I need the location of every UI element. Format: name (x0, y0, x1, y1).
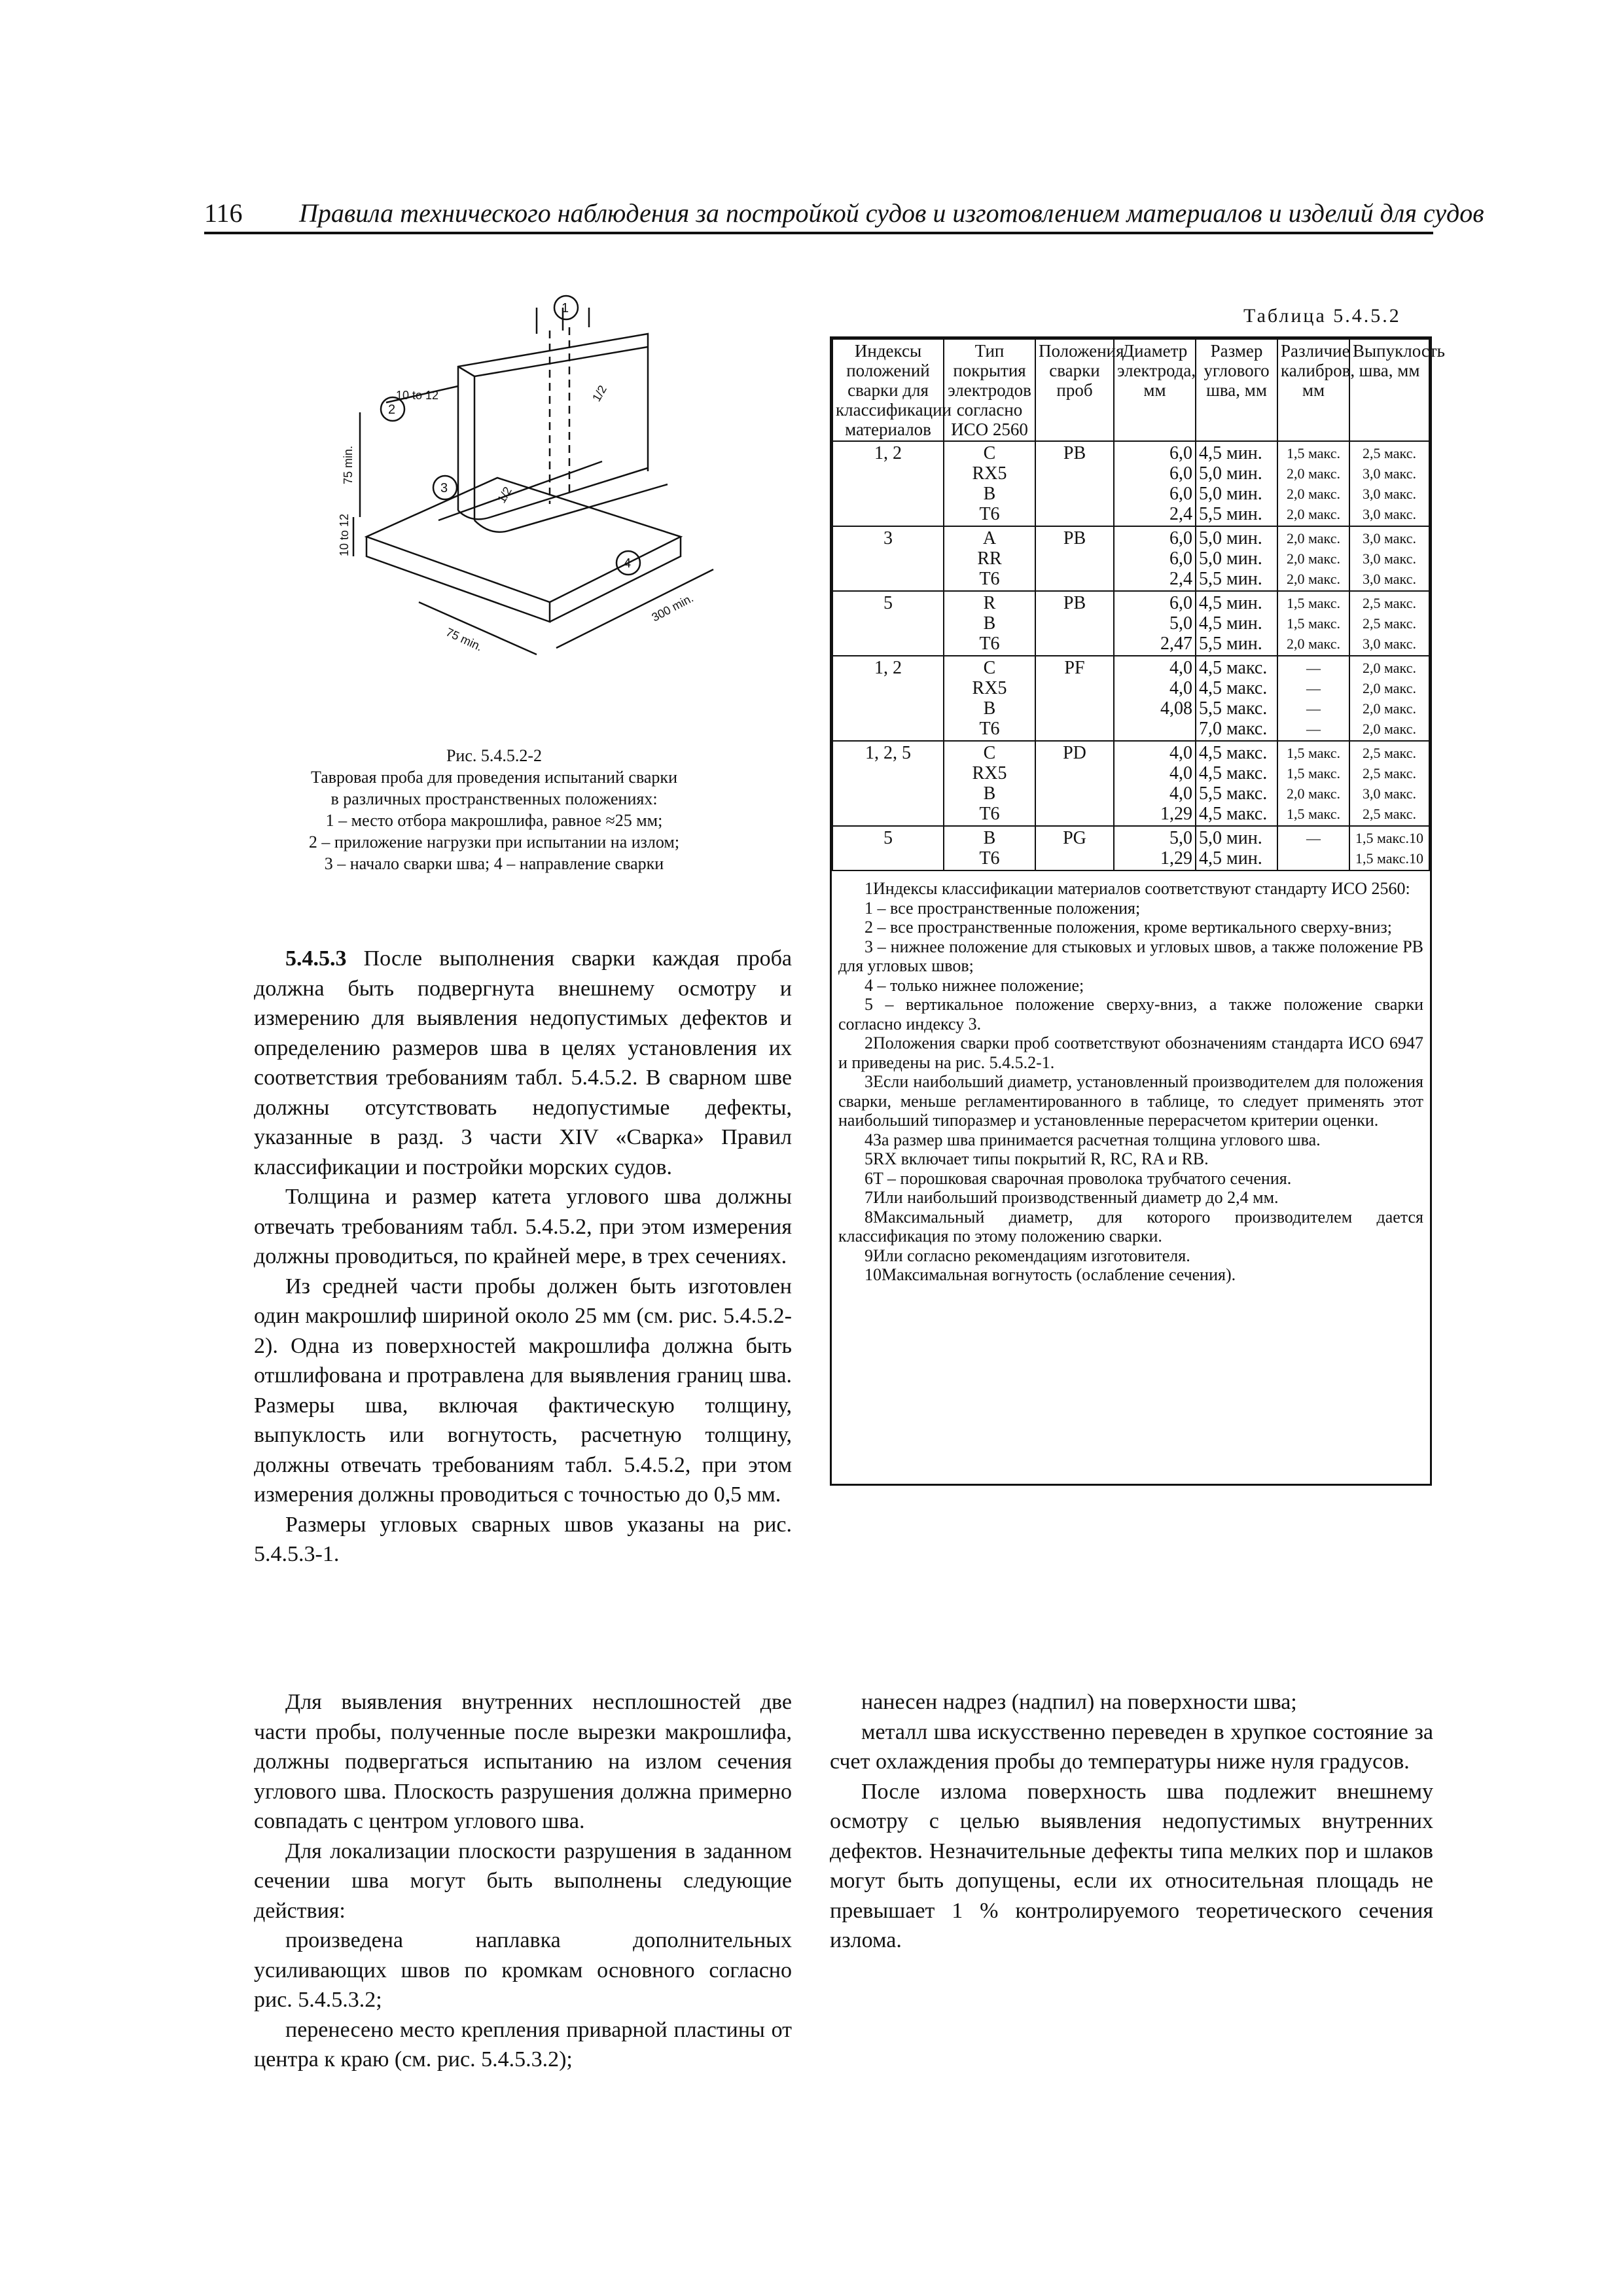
cell-line: 5,5 макс. (1199, 698, 1268, 719)
cell-convexity (1349, 656, 1429, 741)
col-header-position: Положения сварки проб (1035, 339, 1114, 441)
cell-line: 2,5 макс. (1363, 595, 1416, 611)
cell-size (1196, 526, 1277, 591)
cell-line: 4,0 (1169, 763, 1192, 783)
cell-line: 2,0 макс. (1287, 530, 1340, 547)
cell-line: 5,5 макс. (1199, 783, 1268, 804)
col-header-size: Размер углового шва, мм (1196, 339, 1277, 441)
left-column-text-lower (254, 1687, 792, 2075)
cell-line: 2,0 макс. (1363, 700, 1416, 717)
cell-line: 4,0 (1169, 783, 1192, 804)
cell-line: — (1306, 680, 1321, 696)
dim-10-to-12-side: 10 to 12 (338, 513, 351, 556)
cell-diameter (1114, 741, 1196, 826)
col-header-convexity: Выпуклость шва, мм (1349, 339, 1429, 441)
cell-convexity (1349, 741, 1429, 826)
paragraph-5-4-5-3: 5.4.5.3 После выполнения сварки каждая проба должна быть подвергнута внешнему осмотру и измерению для выявления недопустимых дефектов и определению размеров шва в целях установления их соответствия требованиям табл. 5.4.5.2. В сварном шве должны отсутствовать недопустимые дефекты, указанные в разд. 3 части XIV «Сварка» Правил классификации и постройки морских судов. (254, 946, 792, 1179)
t-joint-test-figure (340, 295, 746, 740)
cell-line: RX5 (972, 763, 1007, 783)
caption-legend-1: 1 – место отбора макрошлифа, равное ≈25 мм; (325, 811, 663, 830)
cell-line: 4,5 мин. (1199, 443, 1262, 463)
cell-line: — (1306, 660, 1321, 676)
cell-line: 1,5 макс. (1287, 445, 1340, 461)
cell-line: T6 (979, 634, 1000, 654)
cell-line: B (983, 484, 996, 504)
dim-75-min-base: 75 min. (444, 625, 485, 654)
cell-type (944, 526, 1035, 591)
cell-line: — (1306, 700, 1321, 717)
cell-convexity (1349, 526, 1429, 591)
table-notes (832, 871, 1430, 1285)
cell-line: R (983, 593, 996, 613)
caption-legend-2: 2 – приложение нагрузки при испытании на излом; (308, 833, 680, 852)
paragraph: Размеры угловых сварных швов указаны на рис. 5.4.5.3-1. (254, 1512, 792, 1566)
cell-line: RR (977, 548, 1002, 569)
cell-line: 5,0 мин. (1199, 484, 1262, 504)
cell-position: PD (1035, 741, 1114, 826)
cell-type (944, 826, 1035, 870)
callout-2: 2 (388, 403, 396, 417)
cell-line: 2,47 (1160, 634, 1192, 654)
dim-75-min-vertical: 75 min. (342, 445, 355, 484)
cell-line: 1,5 макс.10 (1355, 830, 1423, 846)
note-9: 9Или согласно рекомендациям изготовителя. (865, 1246, 1190, 1265)
cell-size (1196, 826, 1277, 870)
cell-line: 3,0 макс. (1363, 550, 1416, 567)
table-header-row (832, 339, 1429, 441)
cell-line: 4,0 (1169, 678, 1192, 698)
cell-line: 7,0 макс. (1199, 719, 1268, 739)
paragraph: нанесен надрез (надпил) на поверхности шва; (861, 1690, 1297, 1714)
cell-line: 4,5 мин. (1199, 848, 1262, 869)
cell-line: 3,0 макс. (1363, 571, 1416, 587)
figure-caption (216, 745, 772, 874)
cell-line: 6,0 (1169, 463, 1192, 484)
cell-gauge (1277, 526, 1349, 591)
running-title: Правила технического наблюдения за постройкой судов и изготовлением материалов и изделий для судов (299, 198, 1484, 228)
cell-line: 2,4 (1169, 504, 1192, 524)
cell-line: 5,0 мин. (1199, 528, 1262, 548)
note-1a: 1 – все пространственные положения; (865, 898, 1141, 918)
cell-line: 1,5 макс. (1287, 595, 1340, 611)
cell-gauge (1277, 591, 1349, 656)
cell-gauge (1277, 441, 1349, 526)
cell-line: 2,0 макс. (1363, 680, 1416, 696)
cell-line: 4,08 (1160, 698, 1192, 719)
cell-line: 5,5 мин. (1199, 504, 1262, 524)
paragraph: Толщина и размер катета углового шва должны отвечать требованиям табл. 5.4.5.2, при этом измерения должны проводиться, по крайней мере, в трех сечениях. (254, 1185, 792, 1268)
caption-line: в различных пространственных положениях: (330, 789, 658, 808)
cell-type (944, 441, 1035, 526)
table-row (832, 591, 1429, 656)
cell-line: 2,0 макс. (1287, 636, 1340, 652)
cell-line: 2,0 макс. (1287, 486, 1340, 502)
cell-line: 5,0 (1169, 613, 1192, 634)
cell-index: 3 (832, 526, 944, 591)
cell-line: 4,5 макс. (1199, 658, 1268, 678)
cell-line: 6,0 (1169, 593, 1192, 613)
dim-10-to-12-top: 10 to 12 (396, 389, 439, 402)
cell-line: 2,0 макс. (1287, 571, 1340, 587)
cell-line: T6 (979, 719, 1000, 739)
paragraph: металл шва искусственно переведен в хрупкое состояние за счет охлаждения пробы до температуры ниже нуля градусов. (830, 1719, 1433, 1774)
cell-line: 1,29 (1160, 848, 1192, 869)
cell-line: 2,0 макс. (1287, 465, 1340, 482)
cell-line: 5,0 мин. (1199, 828, 1262, 848)
note-1e: 5 – вертикальное положение сверху-вниз, а также положение сварки согласно индексу 3. (838, 995, 1423, 1033)
cell-line: A (982, 528, 997, 548)
cell-line: 3,0 макс. (1363, 506, 1416, 522)
cell-line: 5,5 мин. (1199, 634, 1262, 654)
cell-line: 2,5 макс. (1363, 765, 1416, 781)
paragraph: Из средней части пробы должен быть изготовлен один макрошлиф шириной около 25 мм (см. рис. 5.4.5.2-2). Одна из поверхностей макрошлифа должна быть отшлифована и протравлена для выявления границ шва. Размеры шва, включая фактическую толщину, выпуклость или вогнутость, расчетную толщину, должны отвечать требованиям табл. 5.4.5.2, при этом измерения должны проводиться с точностью до 0,5 мм. (254, 1274, 792, 1507)
cell-line: 4,5 макс. (1199, 743, 1268, 763)
cell-line: 4,5 мин. (1199, 613, 1262, 634)
cell-diameter (1114, 591, 1196, 656)
cell-line: C (983, 743, 996, 763)
cell-line: 6,0 (1169, 528, 1192, 548)
paragraph: Для локализации плоскости разрушения в заданном сечении шва могут быть выполнены следующие действия: (254, 1839, 792, 1923)
cell-line: 3,0 макс. (1363, 636, 1416, 652)
cell-line: 2,0 макс. (1363, 721, 1416, 737)
paragraph: Для выявления внутренних несплошностей две части пробы, полученные после вырезки макрошлифа, должны подвергаться испытанию на излом сечения углового шва. Плоскость разрушения должна примерно совпадать с центром углового шва. (254, 1690, 792, 1833)
table-row (832, 656, 1429, 741)
cell-line: T6 (979, 504, 1000, 524)
page-number: 116 (204, 198, 243, 228)
note-1c: 3 – нижнее положение для стыковых и угловых швов, а также положение PB для угловых швов; (838, 937, 1423, 975)
cell-line: 2,0 макс. (1363, 660, 1416, 676)
paragraph: После излома поверхность шва подлежит внешнему осмотру с целью выявления недопустимых внутренних дефектов. Незначительные дефекты типа мелких пор и шлаков могут быть допущены, если их относительная площадь не превышает 1 % контролируемого теоретического сечения излома. (830, 1779, 1433, 1952)
col-header-index: Индексы положений сварки для классификации материалов (832, 339, 944, 441)
table-5-4-5-2 (830, 336, 1445, 1486)
note-1d: 4 – только нижнее положение; (865, 975, 1084, 995)
note-6: 6T – порошковая сварочная проволока трубчатого сечения. (865, 1168, 1292, 1188)
section-number: 5.4.5.3 (285, 946, 347, 971)
cell-line: 2,5 макс. (1363, 745, 1416, 761)
cell-position: PB (1035, 591, 1114, 656)
callout-3: 3 (440, 481, 448, 495)
cell-size (1196, 441, 1277, 526)
cell-index: 1, 2 (832, 656, 944, 741)
cell-line: B (983, 783, 996, 804)
col-header-type: Тип покрытия электродов согласно ИСО 2560 (944, 339, 1035, 441)
cell-line: 3,0 макс. (1363, 465, 1416, 482)
dim-half-top: 1/2 (590, 383, 609, 404)
cell-line: 2,5 макс. (1363, 806, 1416, 822)
cell-type (944, 591, 1035, 656)
cell-line: 2,0 макс. (1287, 785, 1340, 802)
cell-line: — (1306, 830, 1321, 846)
cell-line: 6,0 (1169, 484, 1192, 504)
cell-diameter (1114, 826, 1196, 870)
callout-4: 4 (624, 556, 632, 571)
dim-half-bottom: 1/2 (495, 484, 514, 505)
cell-type (944, 656, 1035, 741)
note-2: 2Положения сварки проб соответствуют обозначениям стандарта ИСО 6947 и приведены на рис. 5.4.5.2-1. (838, 1033, 1423, 1072)
note-7: 7Или наибольший производственный диаметр до 2,4 мм. (865, 1188, 1279, 1207)
cell-line: B (983, 698, 996, 719)
cell-line: RX5 (972, 463, 1007, 484)
cell-gauge (1277, 741, 1349, 826)
cell-line: 5,0 мин. (1199, 548, 1262, 569)
caption-legend-3-4: 3 – начало сварки шва; 4 – направление сварки (324, 854, 664, 873)
note-10: 10Максимальная вогнутость (ослабление сечения). (865, 1265, 1236, 1284)
cell-index: 1, 2 (832, 441, 944, 526)
cell-line: 2,5 макс. (1363, 445, 1416, 461)
cell-line: 6,0 (1169, 443, 1192, 463)
cell-line: 3,0 макс. (1363, 785, 1416, 802)
note-1: 1Индексы классификации материалов соответствуют стандарту ИСО 2560: (865, 879, 1410, 898)
left-column-text (254, 944, 792, 1570)
cell-size (1196, 741, 1277, 826)
cell-line: T6 (979, 848, 1000, 869)
cell-line: 5,5 мин. (1199, 569, 1262, 589)
cell-line: 2,0 макс. (1287, 506, 1340, 522)
cell-position: PB (1035, 526, 1114, 591)
cell-diameter (1114, 441, 1196, 526)
caption-number: Рис. 5.4.5.2-2 (446, 746, 543, 765)
cell-line: T6 (979, 569, 1000, 589)
cell-line: C (983, 443, 996, 463)
cell-line: 4,5 макс. (1199, 804, 1268, 824)
paragraph: произведена наплавка дополнительных усиливающих швов по кромкам основного согласно рис. 5.4.5.3.2; (254, 1928, 792, 2012)
cell-line: 1,5 макс. (1287, 615, 1340, 632)
cell-index: 1, 2, 5 (832, 741, 944, 826)
cell-line: 2,0 макс. (1287, 550, 1340, 567)
cell-line: 1,5 макс. (1287, 806, 1340, 822)
table-row (832, 526, 1429, 591)
cell-line: 6,0 (1169, 548, 1192, 569)
right-column-text (830, 1687, 1433, 1956)
welding-positions-table (832, 338, 1445, 871)
cell-line: 2,5 макс. (1363, 615, 1416, 632)
cell-convexity (1349, 826, 1429, 870)
cell-gauge (1277, 656, 1349, 741)
cell-size (1196, 591, 1277, 656)
page-header (204, 198, 1484, 234)
cell-line: 4,0 (1169, 743, 1192, 763)
note-5: 5RX включает типы покрытий R, RC, RA и RB. (865, 1149, 1209, 1168)
note-3: 3Если наибольший диаметр, установленный производителем для положения сварки, меньше регламентированного в таблице, то следует применять этот наибольший типоразмер и установленные перерасчетом критерии оценки. (838, 1072, 1423, 1130)
cell-line: 5,0 (1169, 828, 1192, 848)
cell-line: 1,5 макс. (1287, 745, 1340, 761)
cell-size (1196, 656, 1277, 741)
table-row (832, 441, 1429, 526)
cell-line: — (1306, 721, 1321, 737)
caption-line: Тавровая проба для проведения испытаний сварки (311, 768, 677, 787)
table-label: Таблица 5.4.5.2 (1243, 305, 1401, 327)
cell-convexity (1349, 591, 1429, 656)
cell-line: 4,5 мин. (1199, 593, 1262, 613)
cell-line: 2,4 (1169, 569, 1192, 589)
cell-line: C (983, 658, 996, 678)
cell-line: B (983, 828, 996, 848)
cell-convexity (1349, 441, 1429, 526)
cell-index: 5 (832, 591, 944, 656)
callout-1: 1 (562, 301, 569, 315)
note-1b: 2 – все пространственные положения, кроме вертикального сверху-вниз; (865, 918, 1392, 937)
cell-position: PG (1035, 826, 1114, 870)
cell-line: T6 (979, 804, 1000, 824)
cell-position: PB (1035, 441, 1114, 526)
cell-line: 4,0 (1169, 658, 1192, 678)
col-header-diameter: Диаметр электрода, мм (1114, 339, 1196, 441)
cell-line: 3,0 макс. (1363, 530, 1416, 547)
note-8: 8Максимальный диаметр, для которого производителем дается классификация по этому положению сварки. (838, 1207, 1423, 1246)
cell-line: 4,5 макс. (1199, 678, 1268, 698)
note-4: 4За размер шва принимается расчетная толщина углового шва. (865, 1130, 1321, 1149)
cell-line: 3,0 макс. (1363, 486, 1416, 502)
cell-gauge (1277, 826, 1349, 870)
cell-line: 1,5 макс. (1287, 765, 1340, 781)
dim-300-min: 300 min. (649, 591, 696, 624)
cell-diameter (1114, 526, 1196, 591)
cell-diameter (1114, 656, 1196, 741)
col-header-gauge: Различие калибров, мм (1277, 339, 1349, 441)
paragraph: перенесено место крепления приварной пластины от центра к краю (см. рис. 5.4.5.3.2); (254, 2017, 792, 2072)
cell-line: 1,29 (1160, 804, 1192, 824)
cell-position: PF (1035, 656, 1114, 741)
cell-line: RX5 (972, 678, 1007, 698)
table-row (832, 741, 1429, 826)
cell-line: 5,0 мин. (1199, 463, 1262, 484)
cell-line: 4,5 макс. (1199, 763, 1268, 783)
cell-index: 5 (832, 826, 944, 870)
cell-line: 1,5 макс.10 (1355, 850, 1423, 867)
cell-type (944, 741, 1035, 826)
table-row (832, 826, 1429, 870)
cell-line: B (983, 613, 996, 634)
